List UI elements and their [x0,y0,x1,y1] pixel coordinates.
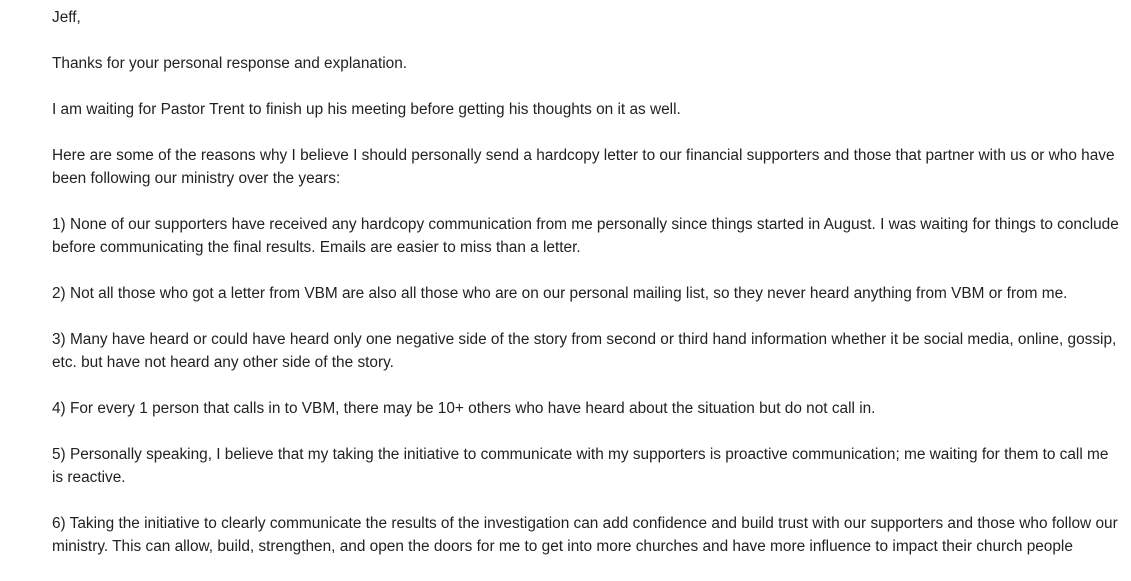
email-greeting: Jeff, [52,9,81,26]
email-paragraph: 1) None of our supporters have received any hardcopy communication from me personally since things started in August. I was waiting for things to conclude before communicating the final results. Emails are easier to miss than a letter. [52,216,1119,256]
email-paragraph: Thanks for your personal response and explanation. [52,55,408,72]
email-paragraph: 2) Not all those who got a letter from VBM are also all those who are on our personal mailing list, so they never heard anything from VBM or from me. [52,285,1068,302]
email-body [52,6,1122,581]
email-paragraph: 5) Personally speaking, I believe that my taking the initiative to communicate with my supporters is proactive communication; me waiting for them to call me is reactive. [52,446,1109,486]
email-paragraph: Here are some of the reasons why I believe I should personally send a hardcopy letter to our financial supporters and those that partner with us or who have been following our ministry over the years: [52,147,1115,187]
email-paragraph: 3) Many have heard or could have heard only one negative side of the story from second or third hand information whether it be social media, online, gossip, etc. but have not heard any other side of the story. [52,331,1117,371]
email-paragraph: 4) For every 1 person that calls in to VBM, there may be 10+ others who have heard about the situation but do not call in. [52,400,876,417]
email-paragraph: I am waiting for Pastor Trent to finish up his meeting before getting his thoughts on it as well. [52,101,681,118]
email-paragraph: 6) Taking the initiative to clearly communicate the results of the investigation can add confidence and build trust with our supporters and those who follow our ministry. This can allow, build, strengthen, and open the doors for me to get into more churches and have more influence to impact their church people [52,515,1118,555]
